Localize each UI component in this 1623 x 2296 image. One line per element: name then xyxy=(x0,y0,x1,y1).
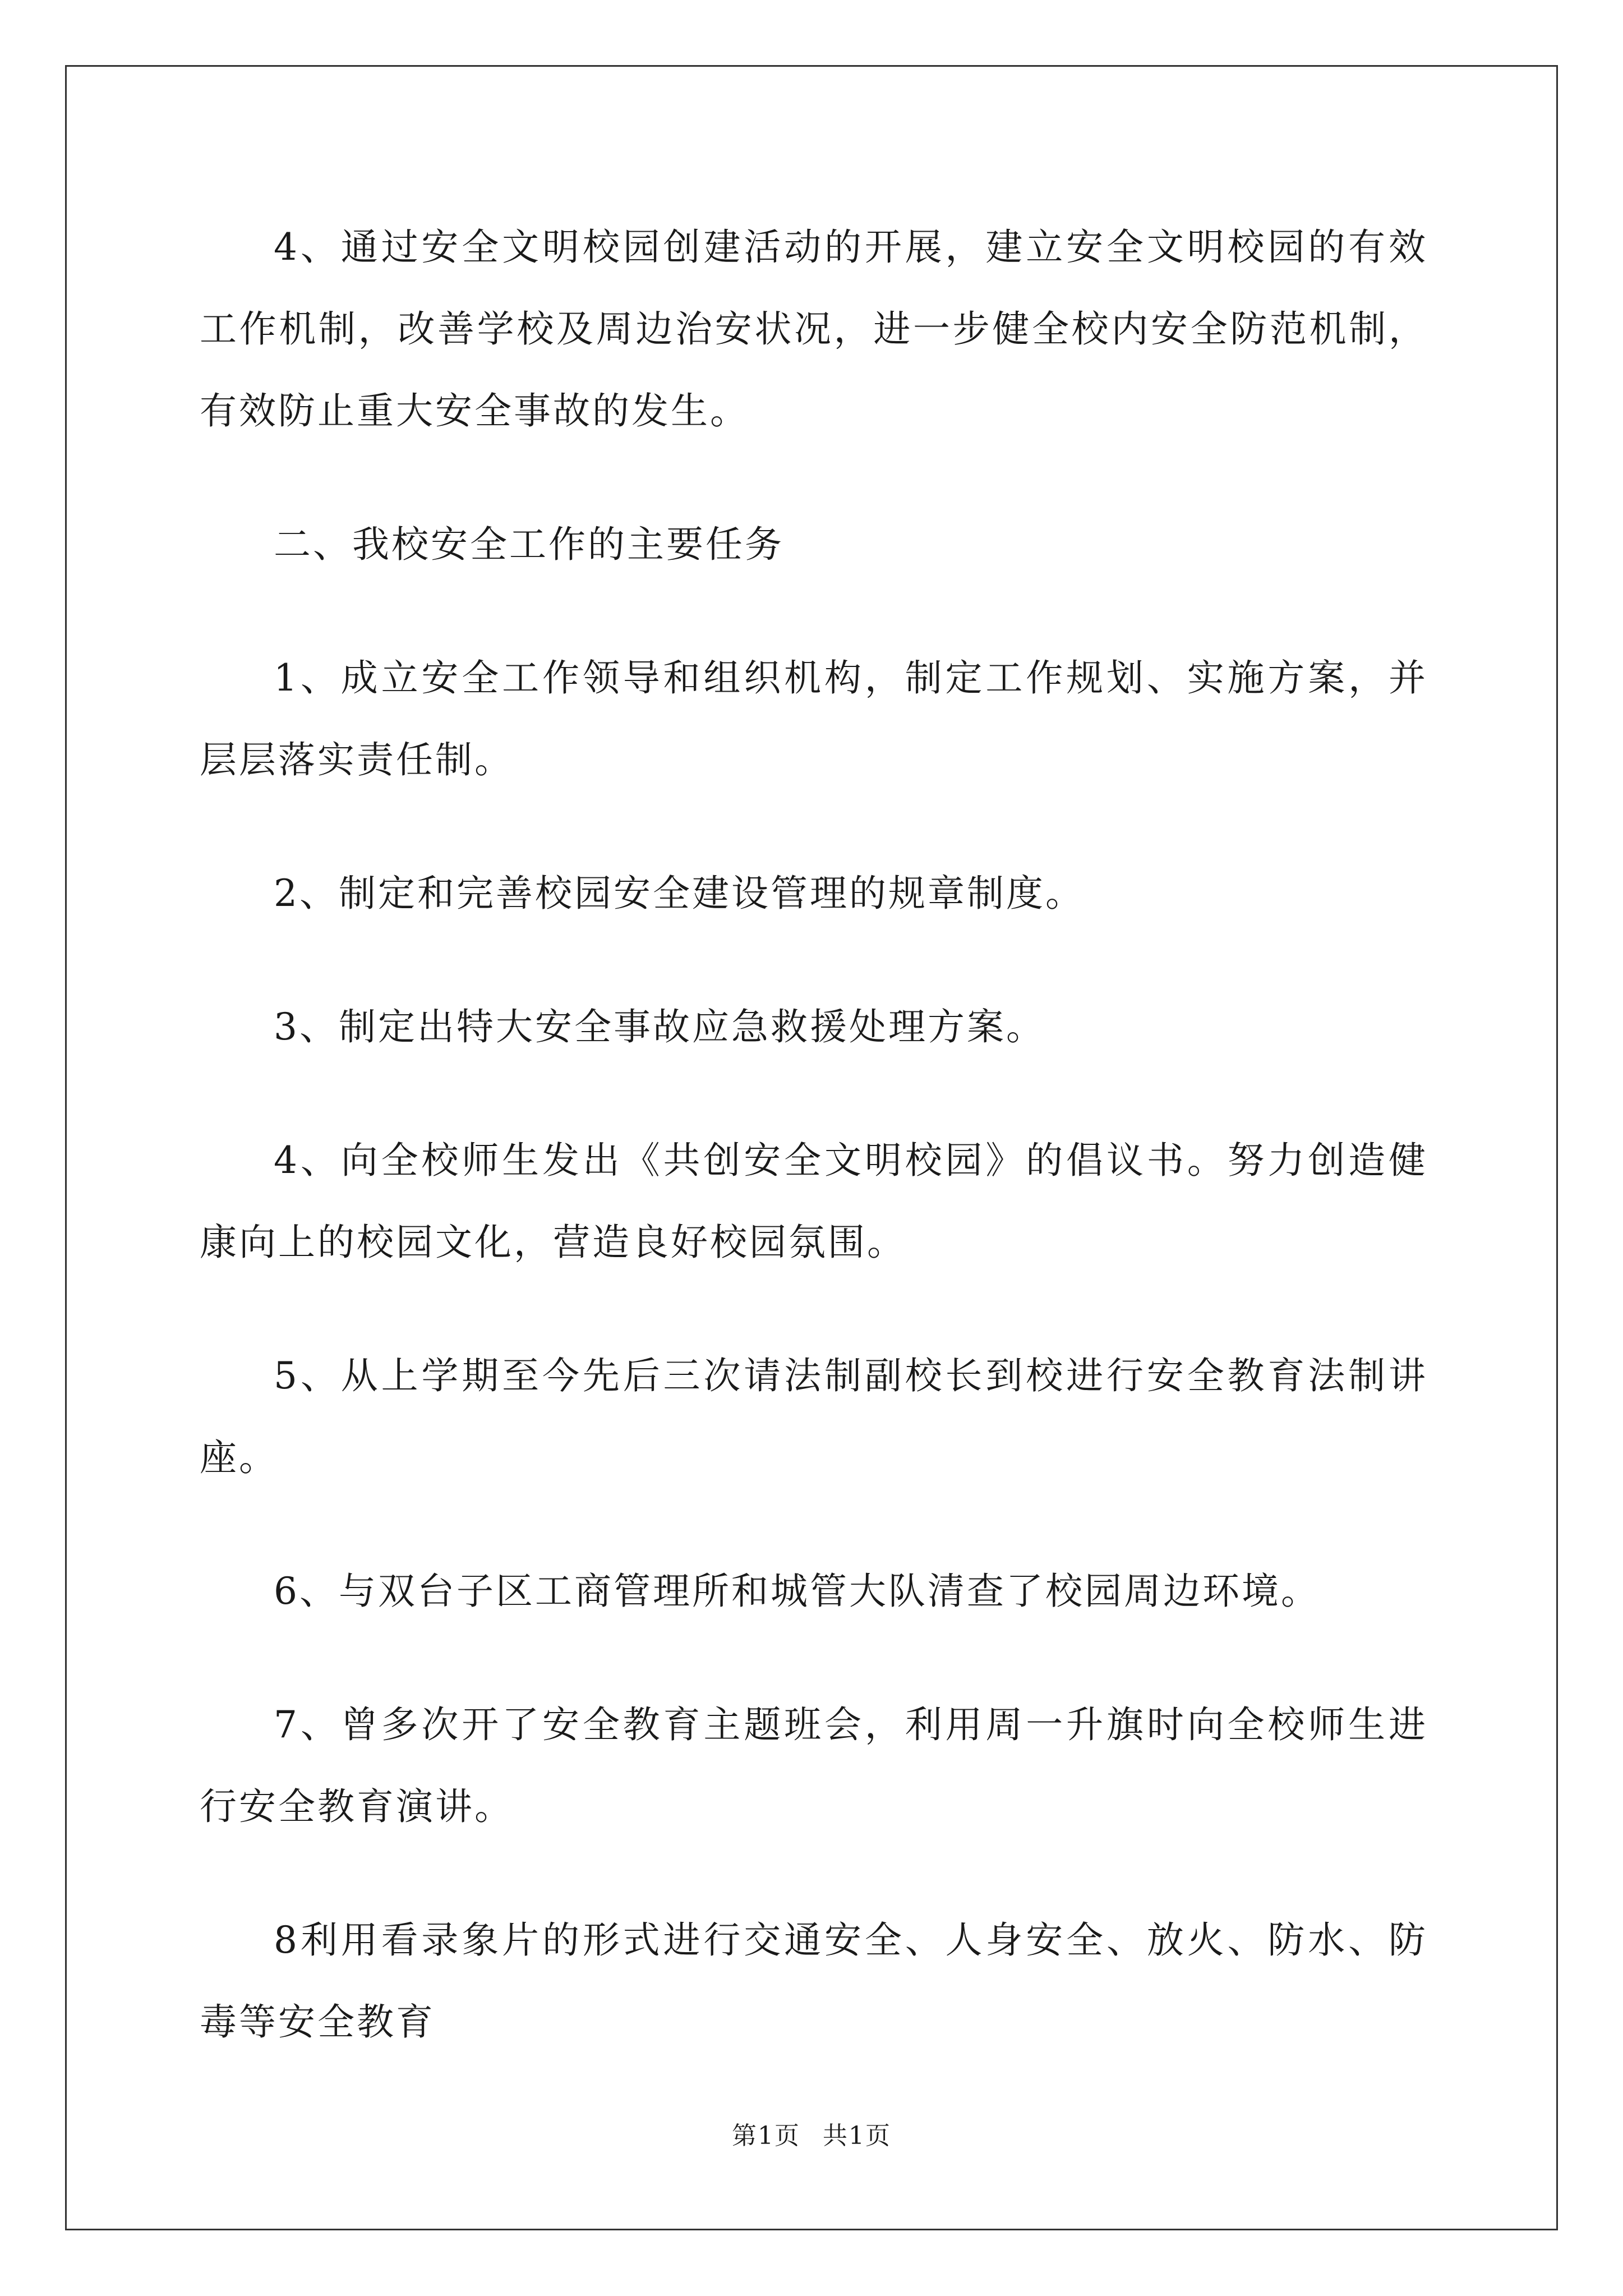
paragraph: 1、成立安全工作领导和组织机构，制定工作规划、实施方案，并层层落实责任制。 xyxy=(200,656,1428,781)
section-heading: 二、我校安全工作的主要任务 xyxy=(274,523,784,566)
paragraph: 7、曾多次开了安全教育主题班会，利用周一升旗时向全校师生进行安全教育演讲。 xyxy=(200,1703,1428,1828)
page-total: 共1页 xyxy=(823,2122,891,2150)
page-number: 第1页 xyxy=(732,2122,800,2150)
paragraph: 3、制定出特大安全事故应急救援处理方案。 xyxy=(274,1005,1045,1048)
paragraph: 4、向全校师生发出《共创安全文明校园》的倡议书。努力创造健康向上的校园文化，营造良好校园氛围。 xyxy=(200,1139,1428,1264)
page-footer xyxy=(0,2120,1623,2152)
paragraph: 4、通过安全文明校园创建活动的开展，建立安全文明校园的有效工作机制，改善学校及周边治安状况，进一步健全校内安全防范机制，有效防止重大安全事故的发生。 xyxy=(200,226,1428,432)
document-body xyxy=(200,206,1428,2063)
paragraph: 8利用看录象片的形式进行交通安全、人身安全、放火、防水、防毒等安全教育 xyxy=(200,1918,1428,2044)
paragraph: 5、从上学期至今先后三次请法制副校长到校进行安全教育法制讲座。 xyxy=(200,1354,1428,1479)
paragraph: 2、制定和完善校园安全建设管理的规章制度。 xyxy=(274,872,1085,915)
paragraph: 6、与双台子区工商管理所和城管大队清查了校园周边环境。 xyxy=(274,1570,1320,1613)
